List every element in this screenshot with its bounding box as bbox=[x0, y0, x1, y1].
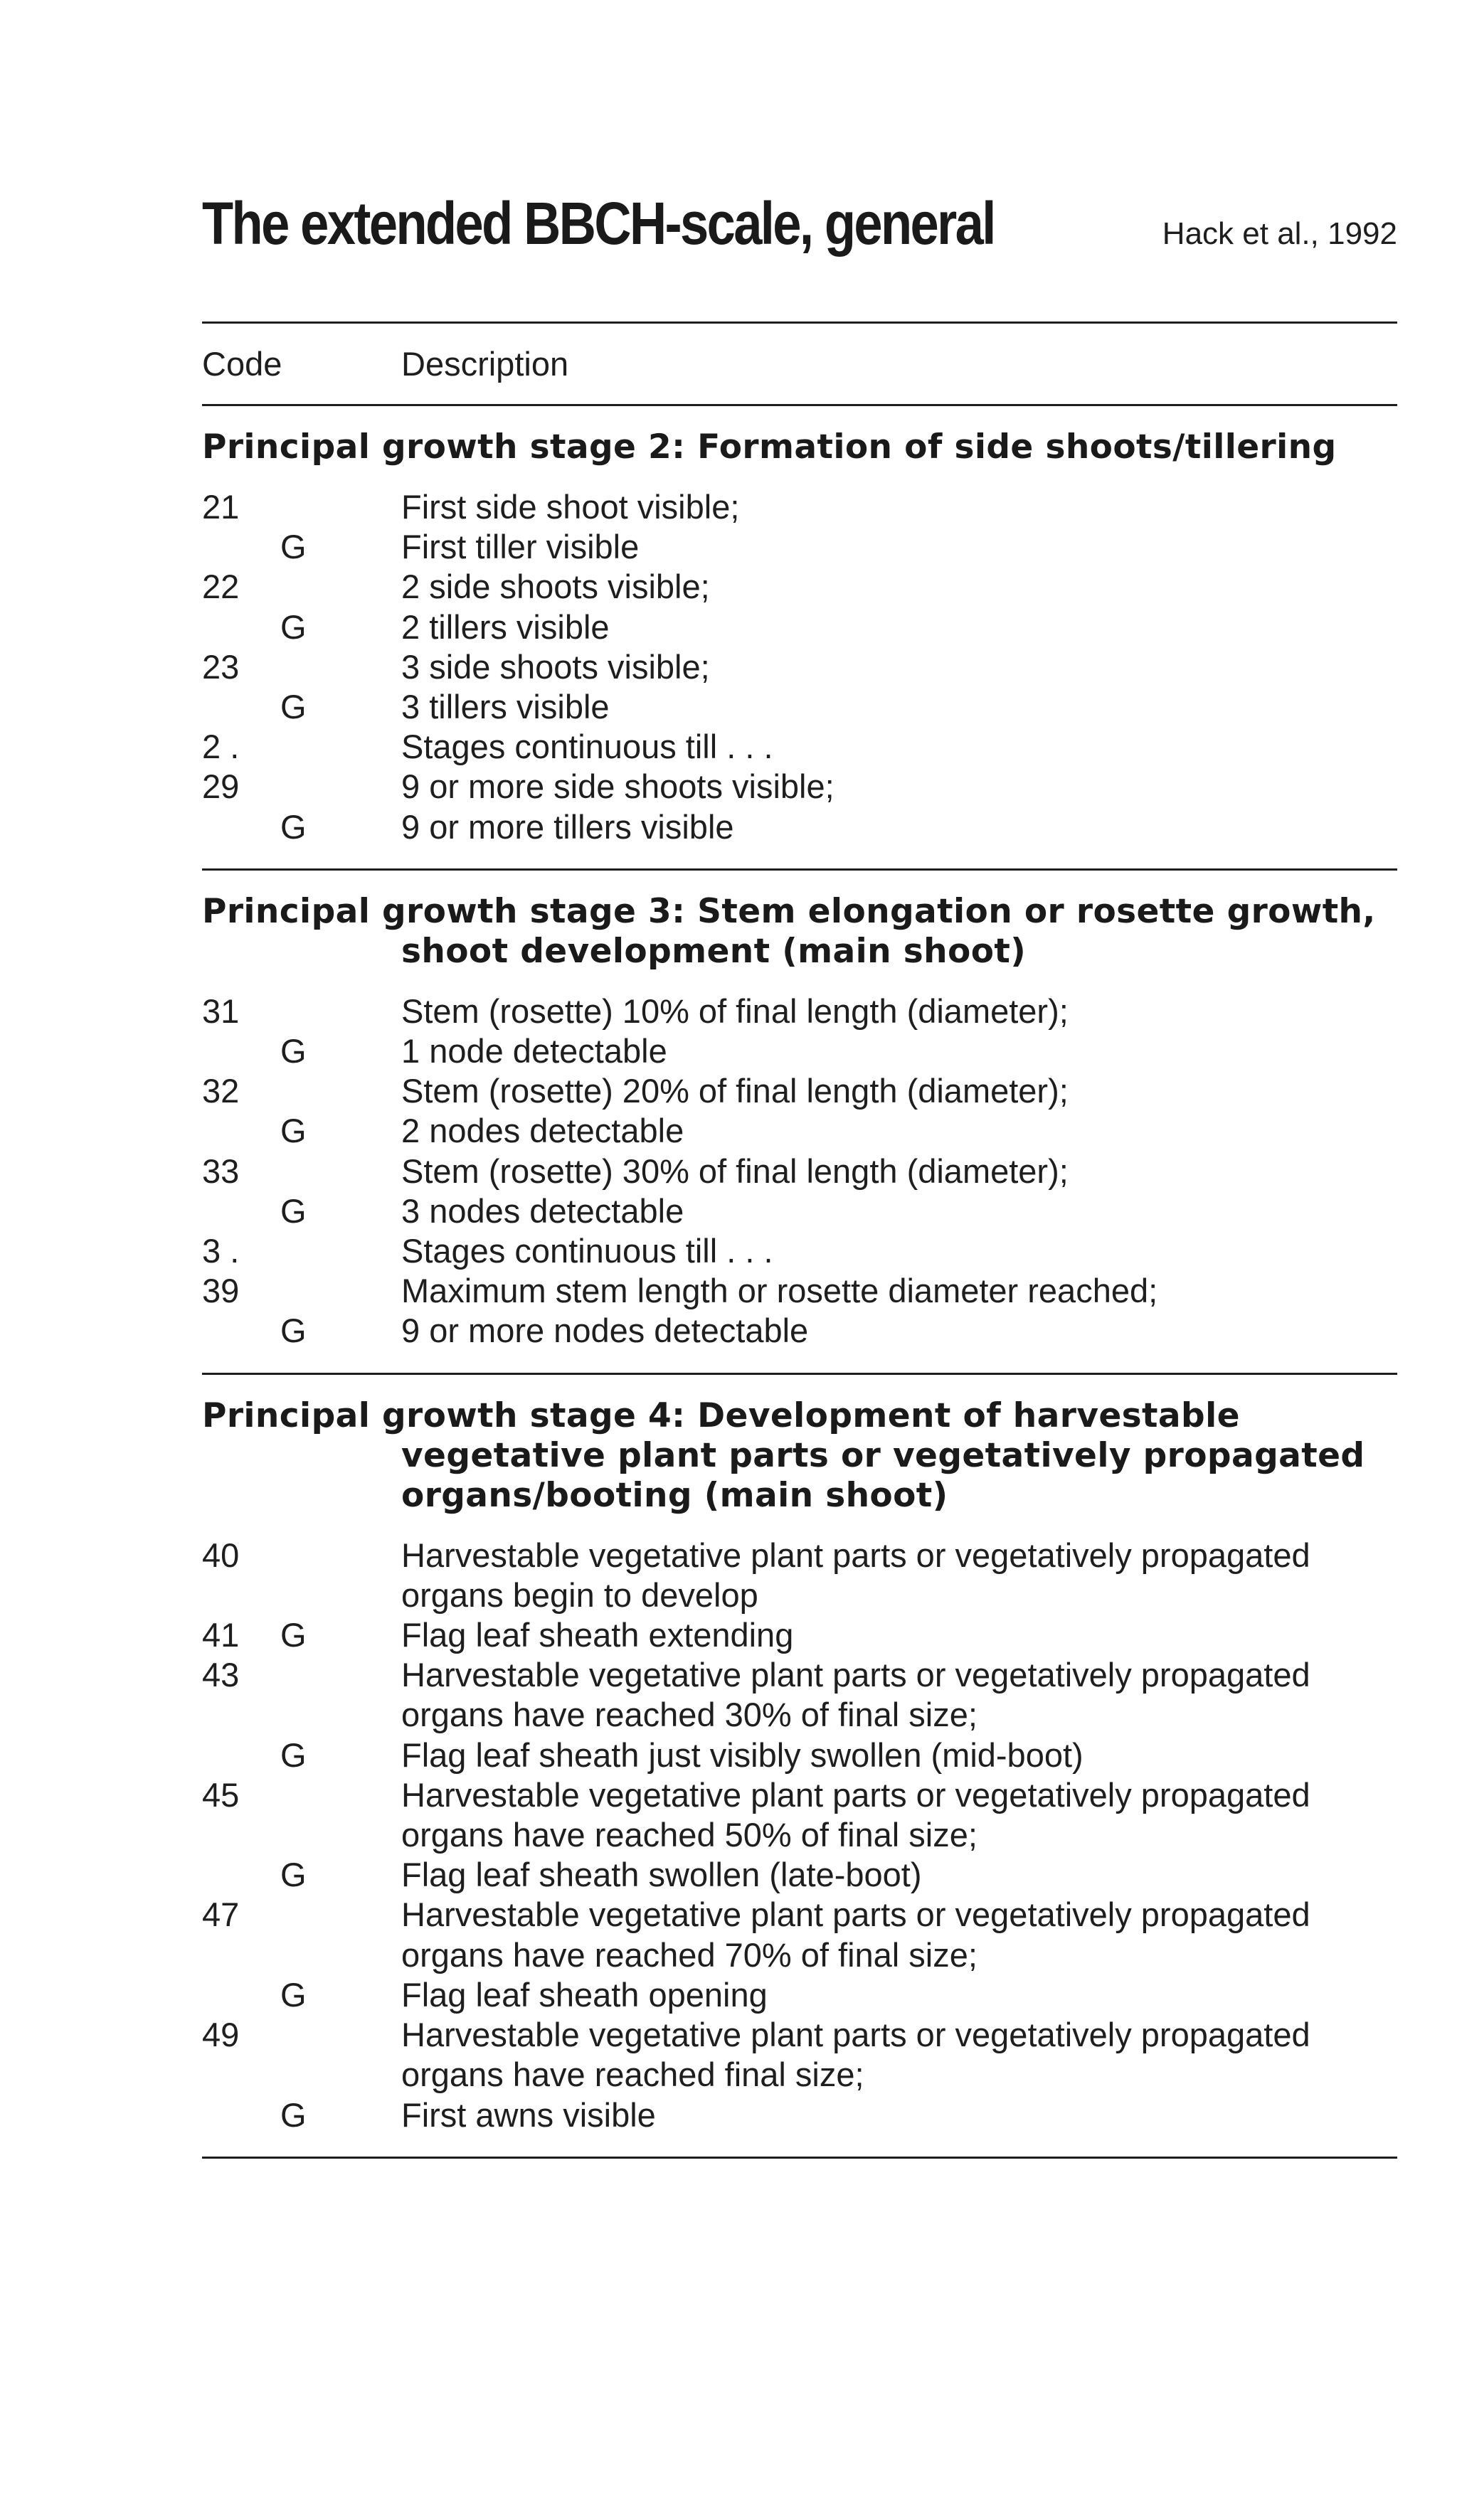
row-g-marker bbox=[280, 2015, 401, 2055]
stage-heading bbox=[202, 892, 1397, 972]
row-description: First side shoot visible; bbox=[401, 488, 740, 526]
row-code bbox=[202, 1935, 280, 1975]
table-row bbox=[202, 1935, 1397, 1975]
row-g-marker: G bbox=[280, 607, 307, 646]
row-code: 41 bbox=[202, 1616, 240, 1654]
row-description: 3 side shoots visible; bbox=[401, 647, 710, 686]
table-row bbox=[202, 1071, 1397, 1111]
table-row bbox=[202, 647, 1397, 687]
row-g-marker: G bbox=[280, 1032, 307, 1070]
row-g-marker: G bbox=[280, 1312, 307, 1350]
row-code bbox=[202, 1695, 280, 1735]
row-g-marker bbox=[280, 727, 401, 767]
row-g-marker: G bbox=[280, 528, 307, 566]
growth-stage-section bbox=[202, 1375, 1397, 2157]
table-row bbox=[202, 1111, 1397, 1151]
growth-stage-section bbox=[202, 406, 1397, 868]
row-code bbox=[202, 1975, 280, 2015]
table-row bbox=[202, 991, 1397, 1031]
table-row bbox=[202, 2055, 1397, 2095]
row-g-marker bbox=[280, 767, 401, 807]
row-g-marker bbox=[280, 1271, 401, 1311]
table-row bbox=[202, 1271, 1397, 1311]
row-description: 2 side shoots visible; bbox=[401, 568, 710, 606]
stage-heading-line: organs/booting (main shoot) bbox=[401, 1475, 948, 1515]
row-description: Flag leaf sheath swollen (late-boot) bbox=[401, 1856, 922, 1894]
row-description: Harvestable vegetative plant parts or vegetatively propagated bbox=[401, 1656, 1310, 1694]
table-row bbox=[202, 1735, 1397, 1775]
row-code: 47 bbox=[202, 1896, 240, 1934]
row-g-marker: G bbox=[280, 2095, 307, 2134]
table-row bbox=[202, 687, 1397, 727]
row-g-marker bbox=[280, 567, 401, 607]
row-code: 49 bbox=[202, 2016, 240, 2054]
header-code: Code bbox=[202, 345, 282, 383]
row-code bbox=[202, 1815, 280, 1855]
row-description: organs have reached 30% of final size; bbox=[401, 1696, 977, 1734]
table-row bbox=[202, 1855, 1397, 1895]
row-code bbox=[202, 527, 280, 567]
row-description: Harvestable vegetative plant parts or vegetatively propagated bbox=[401, 2016, 1310, 2054]
row-code: 23 bbox=[202, 647, 240, 686]
row-description: Flag leaf sheath extending bbox=[401, 1616, 794, 1654]
row-code: 40 bbox=[202, 1536, 240, 1574]
row-g-marker bbox=[280, 1655, 401, 1695]
table-row bbox=[202, 1311, 1397, 1351]
stage-heading bbox=[202, 1396, 1397, 1516]
row-code bbox=[202, 1575, 280, 1615]
stage-heading-line: Principal growth stage 2: Formation of side shoots/tillering bbox=[202, 427, 1337, 467]
row-g-marker: G bbox=[280, 1856, 307, 1894]
row-code bbox=[202, 1735, 280, 1775]
table-row bbox=[202, 1152, 1397, 1191]
row-code: 22 bbox=[202, 568, 240, 606]
table-row bbox=[202, 767, 1397, 807]
row-g-marker bbox=[280, 1775, 401, 1815]
row-g-marker bbox=[280, 1815, 401, 1855]
row-description: 3 tillers visible bbox=[401, 688, 610, 726]
table-row bbox=[202, 1615, 1397, 1655]
row-description: 9 or more nodes detectable bbox=[401, 1312, 809, 1350]
row-code: 21 bbox=[202, 488, 240, 526]
row-g-marker bbox=[280, 487, 401, 527]
row-description: organs have reached final size; bbox=[401, 2056, 864, 2094]
row-code bbox=[202, 1311, 280, 1351]
row-code: 45 bbox=[202, 1775, 240, 1814]
row-code: 43 bbox=[202, 1656, 240, 1694]
row-description: Stem (rosette) 30% of final length (diameter); bbox=[401, 1152, 1069, 1190]
row-description: Stages continuous till . . . bbox=[401, 1232, 773, 1270]
row-code bbox=[202, 1191, 280, 1231]
row-g-marker bbox=[280, 1935, 401, 1975]
header-description: Description bbox=[401, 345, 569, 383]
row-g-marker bbox=[280, 1695, 401, 1735]
table-row bbox=[202, 1975, 1397, 2015]
table-row bbox=[202, 1575, 1397, 1615]
row-description: Stem (rosette) 20% of final length (diameter); bbox=[401, 1072, 1069, 1110]
row-g-marker bbox=[280, 1575, 401, 1615]
row-code: 39 bbox=[202, 1272, 240, 1310]
stage-heading-line: Principal growth stage 3: Stem elongation or rosette growth, bbox=[202, 891, 1376, 931]
table-row bbox=[202, 567, 1397, 607]
row-code bbox=[202, 2095, 280, 2135]
row-description: 9 or more side shoots visible; bbox=[401, 767, 835, 806]
table-row bbox=[202, 1655, 1397, 1695]
row-code bbox=[202, 1111, 280, 1151]
stage-heading bbox=[202, 427, 1397, 467]
row-description: 2 nodes detectable bbox=[401, 1112, 684, 1150]
row-description: Flag leaf sheath opening bbox=[401, 1975, 768, 2014]
row-description: Maximum stem length or rosette diameter reached; bbox=[401, 1272, 1158, 1310]
row-g-marker bbox=[280, 1536, 401, 1575]
section-rule bbox=[202, 2157, 1397, 2159]
stage-heading-line: Principal growth stage 4: Development of harvestable bbox=[202, 1395, 1240, 1435]
table-row bbox=[202, 487, 1397, 527]
stages-container bbox=[202, 406, 1397, 2159]
row-code: 32 bbox=[202, 1072, 240, 1110]
table-row bbox=[202, 527, 1397, 567]
row-g-marker: G bbox=[280, 807, 307, 846]
stage-heading-line: shoot development (main shoot) bbox=[401, 931, 1027, 971]
row-code: 2 . bbox=[202, 728, 240, 766]
row-code: 33 bbox=[202, 1152, 240, 1190]
table-row bbox=[202, 1536, 1397, 1575]
row-description: Stages continuous till . . . bbox=[401, 728, 773, 766]
row-description: organs begin to develop bbox=[401, 1575, 758, 1614]
row-description: organs have reached 70% of final size; bbox=[401, 1935, 977, 1974]
stage-heading-line: vegetative plant parts or vegetatively propagated bbox=[401, 1435, 1365, 1475]
row-description: organs have reached 50% of final size; bbox=[401, 1816, 977, 1854]
row-description: 9 or more tillers visible bbox=[401, 807, 734, 846]
row-g-marker: G bbox=[280, 1191, 307, 1230]
row-description: First awns visible bbox=[401, 2095, 656, 2134]
row-code bbox=[202, 807, 280, 847]
row-description: 2 tillers visible bbox=[401, 607, 610, 646]
table-row bbox=[202, 1895, 1397, 1935]
table-row bbox=[202, 1231, 1397, 1271]
table-row bbox=[202, 1695, 1397, 1735]
row-description: First tiller visible bbox=[401, 528, 640, 566]
row-code bbox=[202, 1855, 280, 1895]
row-code bbox=[202, 2055, 280, 2095]
row-g-marker bbox=[280, 991, 401, 1031]
row-code bbox=[202, 607, 280, 647]
growth-stage-section bbox=[202, 871, 1397, 1373]
row-code: 31 bbox=[202, 991, 240, 1030]
table-row bbox=[202, 1031, 1397, 1071]
row-g-marker bbox=[280, 2055, 401, 2095]
page-title: The extended BBCH-scale, general bbox=[202, 190, 995, 257]
row-code: 29 bbox=[202, 767, 240, 806]
table-row bbox=[202, 2015, 1397, 2055]
document-page bbox=[202, 189, 1397, 2159]
row-g-marker bbox=[280, 647, 401, 687]
row-description: Harvestable vegetative plant parts or vegetatively propagated bbox=[401, 1536, 1310, 1574]
row-code bbox=[202, 1031, 280, 1071]
row-description: Flag leaf sheath just visibly swollen (mid-boot) bbox=[401, 1735, 1084, 1774]
row-description: Harvestable vegetative plant parts or vegetatively propagated bbox=[401, 1775, 1310, 1814]
row-description: 3 nodes detectable bbox=[401, 1191, 684, 1230]
table-row bbox=[202, 807, 1397, 847]
table-row bbox=[202, 1191, 1397, 1231]
row-code bbox=[202, 687, 280, 727]
row-g-marker bbox=[280, 1071, 401, 1111]
table-header bbox=[202, 324, 1397, 404]
table-row bbox=[202, 727, 1397, 767]
row-description: 1 node detectable bbox=[401, 1032, 667, 1070]
row-g-marker bbox=[280, 1231, 401, 1271]
row-g-marker: G bbox=[280, 1975, 307, 2014]
citation: Hack et al., 1992 bbox=[1162, 216, 1397, 251]
table-row bbox=[202, 607, 1397, 647]
table-row bbox=[202, 1815, 1397, 1855]
title-row bbox=[202, 189, 1397, 272]
row-g-marker: G bbox=[280, 1112, 307, 1150]
row-g-marker: G bbox=[280, 1735, 307, 1774]
row-g-marker bbox=[280, 1152, 401, 1191]
row-code: 3 . bbox=[202, 1232, 240, 1270]
row-description: Stem (rosette) 10% of final length (diameter); bbox=[401, 991, 1069, 1030]
table-row bbox=[202, 1775, 1397, 1815]
row-g-marker: G bbox=[280, 688, 307, 726]
table-row bbox=[202, 2095, 1397, 2135]
row-g-marker bbox=[280, 1895, 401, 1935]
row-description: Harvestable vegetative plant parts or vegetatively propagated bbox=[401, 1896, 1310, 1934]
row-g-marker: G bbox=[280, 1616, 307, 1654]
